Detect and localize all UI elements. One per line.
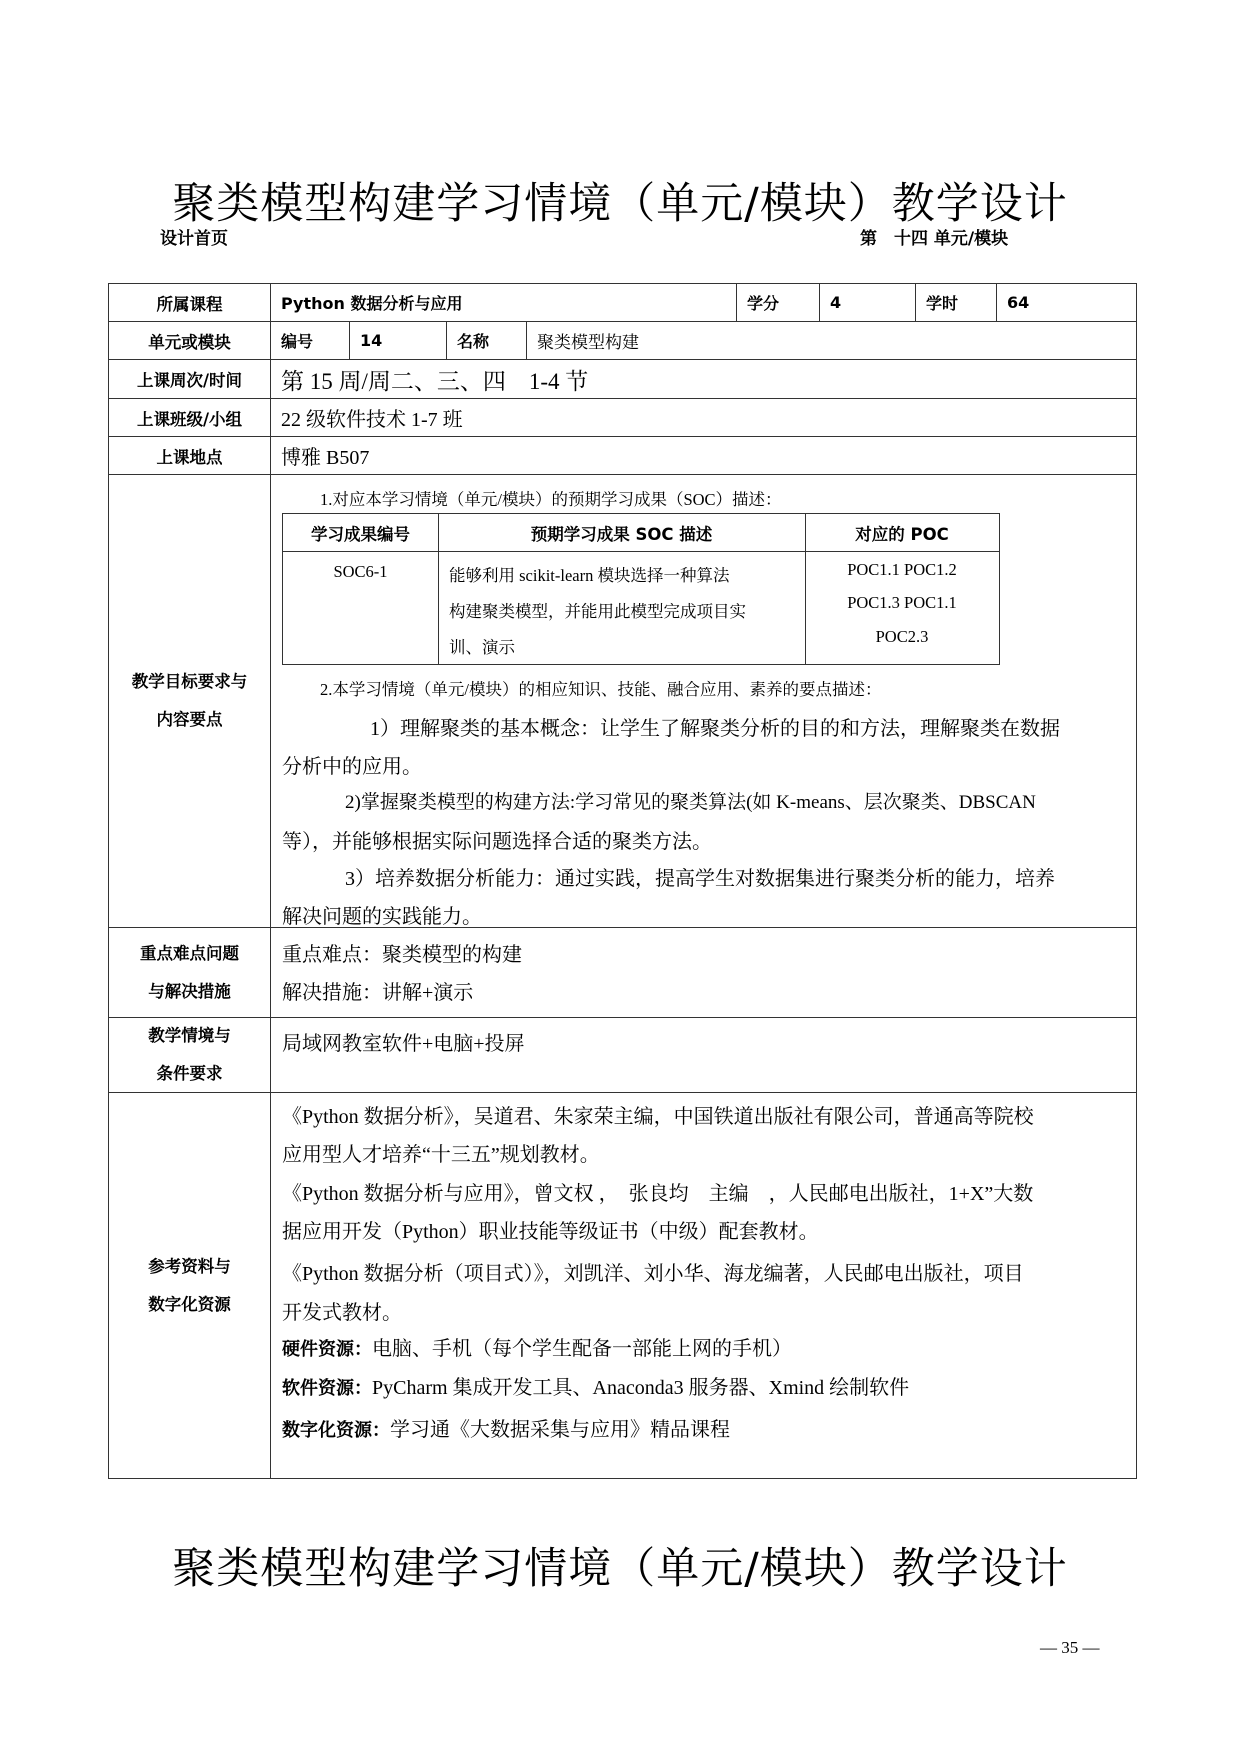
digital-line	[282, 1413, 730, 1442]
credit-label: 学分	[736, 284, 819, 321]
references-label-line2: 数字化资源	[148, 1295, 231, 1314]
hardware-value: 电脑、手机（每个学生配备一部能上网的手机）	[372, 1338, 792, 1360]
hours-value: 64	[996, 284, 1137, 321]
time-value: 第 15 周/周二、三、四 1-4 节	[270, 360, 1137, 398]
header-right: 第 十四 单元/模块	[860, 229, 1009, 249]
unit-name-label: 名称	[446, 322, 526, 359]
ref-line-3: 《Python 数据分析与应用》，曾文权 ， 张良均 主编 ，人民邮电出版社，1+X”大数	[282, 1183, 1034, 1205]
ref-line-5: 《Python 数据分析（项目式）》，刘凯洋、刘小华、海龙编著，人民邮电出版社，项目	[282, 1263, 1024, 1285]
unit-num-label: 编号	[270, 322, 349, 359]
difficulty-line-2: 解决措施：讲解+演示	[282, 982, 474, 1004]
references-label	[108, 1093, 270, 1479]
soc-desc-2: 构建聚类模型，并能用此模型完成项目实	[449, 602, 746, 621]
references-label-line1: 参考资料与	[148, 1257, 231, 1276]
ref-line-1: 《Python 数据分析》，吴道君、朱家荣主编，中国铁道出版社有限公司，普通高等院校	[282, 1106, 1034, 1128]
page-number: — 35 —	[1040, 1638, 1100, 1657]
class-label: 上课班级/小组	[108, 399, 270, 436]
soc-poc-2: POC1.3 POC1.1	[847, 593, 957, 612]
digital-value: 学习通《大数据采集与应用》精品课程	[390, 1419, 730, 1441]
soc-poc-1: POC1.1 POC1.2	[847, 560, 957, 579]
place-value: 博雅 B507	[270, 437, 1137, 474]
hardware-line	[282, 1332, 792, 1361]
soc-table	[282, 513, 1000, 665]
ref-line-4: 据应用开发（Python）职业技能等级证书（中级）配套教材。	[282, 1221, 819, 1243]
goals-label	[108, 475, 270, 927]
course-label: 所属课程	[108, 284, 270, 321]
soc-header-id: 学习成果编号	[311, 525, 410, 544]
conditions-label-line1: 教学情境与	[148, 1026, 231, 1045]
difficulty-label	[108, 928, 270, 1017]
course-value: Python 数据分析与应用	[270, 284, 736, 321]
digital-label: 数字化资源：	[282, 1420, 390, 1441]
conditions-value: 局域网教室软件+电脑+投屏	[282, 1033, 525, 1055]
unit-num: 14	[349, 322, 446, 359]
difficulty-label-line1: 重点难点问题	[140, 943, 239, 963]
software-line	[282, 1371, 909, 1400]
soc-desc-1: 能够利用 scikit-learn 模块选择一种算法	[449, 566, 730, 585]
page-title-repeat: 聚类模型构建学习情境（单元/模块）教学设计	[172, 1544, 1068, 1594]
goal-line-1: 1）理解聚类的基本概念：让学生了解聚类分析的目的和方法，理解聚类在数据	[370, 718, 1060, 740]
place-label: 上课地点	[108, 437, 270, 474]
table-right-border	[1136, 283, 1137, 1479]
goals-label-line1: 教学目标要求与	[131, 672, 248, 691]
soc-poc-3: POC2.3	[875, 627, 929, 646]
credit-value: 4	[819, 284, 915, 321]
class-value: 22 级软件技术 1-7 班	[270, 399, 1137, 436]
row-time	[108, 359, 1137, 398]
soc-desc-3: 训、演示	[449, 638, 515, 657]
ref-line-6: 开发式教材。	[282, 1302, 402, 1324]
difficulty-line-1: 重点难点：聚类模型的构建	[282, 944, 522, 966]
table-bottom-border	[108, 1478, 1137, 1479]
soc-header-poc: 对应的 POC	[855, 525, 949, 544]
points-intro: 2.本学习情境（单元/模块）的相应知识、技能、融合应用、素养的要点描述：	[320, 680, 882, 699]
conditions-label-line2: 条件要求	[156, 1064, 223, 1083]
soc-id: SOC6-1	[333, 562, 388, 581]
row-unit	[108, 321, 1137, 359]
conditions-label	[108, 1018, 270, 1092]
hours-label: 学时	[915, 284, 996, 321]
software-value: PyCharm 集成开发工具、Anaconda3 服务器、Xmind 绘制软件	[372, 1377, 910, 1399]
goals-label-line2: 内容要点	[156, 710, 223, 729]
header-left: 设计首页	[160, 229, 228, 249]
goal-line-6: 解决问题的实践能力。	[282, 906, 482, 928]
difficulty-label-line2: 与解决措施	[148, 981, 231, 1001]
goal-line-3: 2)掌握聚类模型的构建方法:学习常见的聚类算法(如 K-means、层次聚类、DBSCAN	[345, 792, 1036, 813]
goal-line-2: 分析中的应用。	[282, 756, 422, 778]
row-conditions	[108, 1017, 1137, 1092]
row-difficulty	[108, 927, 1137, 1017]
time-label: 上课周次/时间	[108, 360, 270, 398]
row-class	[108, 398, 1137, 436]
goal-line-4: 等），并能够根据实际问题选择合适的聚类方法。	[282, 831, 712, 853]
unit-label: 单元或模块	[108, 322, 270, 359]
soc-intro: 1.对应本学习情境（单元/模块）的预期学习成果（SOC）描述：	[320, 490, 782, 509]
ref-line-2: 应用型人才培养“十三五”规划教材。	[282, 1144, 600, 1166]
unit-name: 聚类模型构建	[526, 322, 1137, 359]
hardware-label: 硬件资源：	[282, 1339, 372, 1360]
software-label: 软件资源：	[282, 1378, 372, 1399]
page-title: 聚类模型构建学习情境（单元/模块）教学设计	[172, 179, 1068, 229]
soc-header-desc: 预期学习成果 SOC 描述	[530, 525, 713, 544]
goal-line-5: 3）培养数据分析能力：通过实践，提高学生对数据集进行聚类分析的能力，培养	[345, 868, 1055, 890]
row-place	[108, 436, 1137, 474]
row-course	[108, 283, 1137, 321]
